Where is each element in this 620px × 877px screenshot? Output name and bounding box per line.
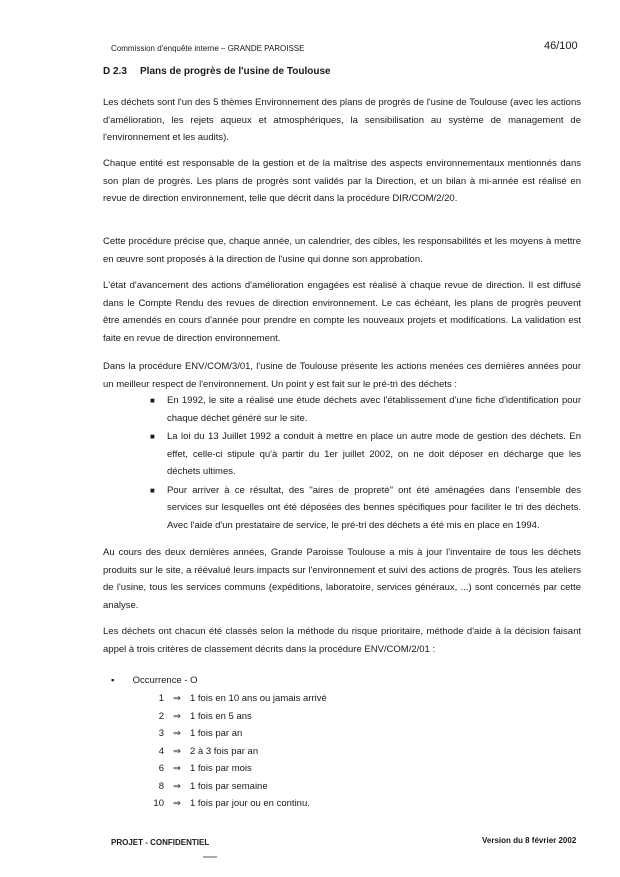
occurrence-label: Occurrence - O: [132, 675, 198, 686]
section-number: D 2.3: [103, 66, 127, 77]
scale-row: 10 ⇒ 1 fois par jour ou en continu.: [140, 795, 327, 813]
arrow-icon: ⇒: [173, 763, 181, 774]
arrow-icon: ⇒: [173, 780, 181, 792]
arrow-icon: ⇒: [173, 728, 181, 739]
occurrence-scale: [140, 690, 327, 813]
paragraph: Dans la procédure ENV/COM/3/01, l'usine de Toulouse présente les actions menées ces dernières années pour un meilleur respect de l'environnement. Un point y est fait sur le pré-tri des déchets :: [103, 361, 581, 390]
paragraph: Chaque entité est responsable de la gestion et de la maîtrise des aspects environnementaux mentionnés dans son plan de progrès. Les plans de progrès sont validés par la Direction, et un bilan à mi-année est réalisé en revue de direction environnement, telle que décrit dans la procédure DIR/COM/2/20.: [103, 158, 581, 204]
bullet-text: La loi du 13 Juillet 1992 a conduit à mettre en place un autre mode de gestion des déchets. En effet, celle-ci stipule qu'à partir du 1er juillet 2002, on ne doit déposer en décharge que les déchets ultimes.: [167, 431, 581, 477]
list-item: [150, 482, 581, 535]
footer-version: Version du 8 février 2002: [482, 836, 577, 845]
arrow-icon: ⇒: [173, 745, 181, 757]
scale-row: 1 ⇒ 1 fois en 10 ans ou jamais arrivé: [140, 690, 327, 708]
scan-artifact: [203, 856, 217, 858]
bullet-icon: ▪: [111, 675, 115, 686]
scale-row: 2 ⇒ 1 fois en 5 ans: [140, 708, 327, 726]
paragraph: Les déchets ont chacun été classés selon la méthode du risque prioritaire, méthode d'aide à la décision faisant appel à trois critères de classement décrits dans la procédure ENV/COM/2/01 :: [103, 626, 581, 655]
scale-row: 8 ⇒ 1 fois par semaine: [140, 778, 327, 796]
page-number: 46/100: [544, 40, 578, 52]
bullet-text: Pour arriver à ce résultat, des "aires de propreté" ont été aménagées dans l'ensemble des services sur lesquelles ont été déposées des bennes spécifiques pour faciliter le tri des déchets. Avec l'aide d'un prestataire de service, le pré-tri des déchets a été mis en place en 1994.: [167, 484, 581, 531]
list-item: [150, 428, 581, 481]
footer-confidential: PROJET - CONFIDENTIEL: [111, 838, 210, 847]
occurrence-heading: [111, 675, 198, 686]
scale-row: 4 ⇒ 2 à 3 fois par an: [140, 743, 327, 761]
paragraph: Les déchets sont l'un des 5 thèmes Environnement des plans de progrès de l'usine de Toulouse (avec les actions d'amélioration, les rejets aqueux et atmosphériques, la sensibilisation au système de management de l'environnement et les audits).: [103, 97, 581, 143]
scale-row: 6 ⇒ 1 fois par mois: [140, 760, 327, 778]
arrow-icon: ⇒: [173, 693, 181, 704]
bullet-icon: ■: [150, 432, 155, 441]
arrow-icon: ⇒: [173, 710, 181, 722]
section-heading: [103, 66, 331, 77]
bullet-icon: ■: [150, 485, 155, 495]
section-title: Plans de progrès de l'usine de Toulouse: [140, 66, 331, 77]
paragraph: Cette procédure précise que, chaque année, un calendrier, des cibles, les responsabilités et les moyens à mettre en œuvre sont proposés à la direction de l'usine qui donne son approbation.: [103, 236, 581, 265]
scale-row: 3 ⇒ 1 fois par an: [140, 725, 327, 743]
bullet-list: [150, 392, 581, 535]
arrow-icon: ⇒: [173, 798, 181, 809]
paragraph: Au cours des deux dernières années, Grande Paroisse Toulouse a mis à jour l'inventaire de tous les déchets produits sur le site, a réévalué leurs impacts sur l'environnement et suivi des actions de progrès. Tous les ateliers de l'usine, tous les services communs (expéditions, laboratoire, services généraux, ...) sont concernés par cette analyse.: [103, 547, 581, 611]
bullet-text: En 1992, le site a réalisé une étude déchets avec l'établissement d'une fiche d'identification pour chaque déchet généré sur le site.: [167, 395, 581, 424]
bullet-icon: ■: [150, 396, 155, 405]
running-header: Commission d'enquête interne – GRANDE PAROISSE: [111, 44, 305, 53]
list-item: [150, 392, 581, 427]
paragraph: L'état d'avancement des actions d'amélioration engagées est réalisé à chaque revue de direction. Il est diffusé dans le Compte Rendu des revues de direction environnement. Le cas échéant, les plans de progrès peuvent être amendés en cours d'année pour prendre en compte les nouveaux projets et modifications. La validation est faite en revue de direction environnement.: [103, 280, 581, 344]
